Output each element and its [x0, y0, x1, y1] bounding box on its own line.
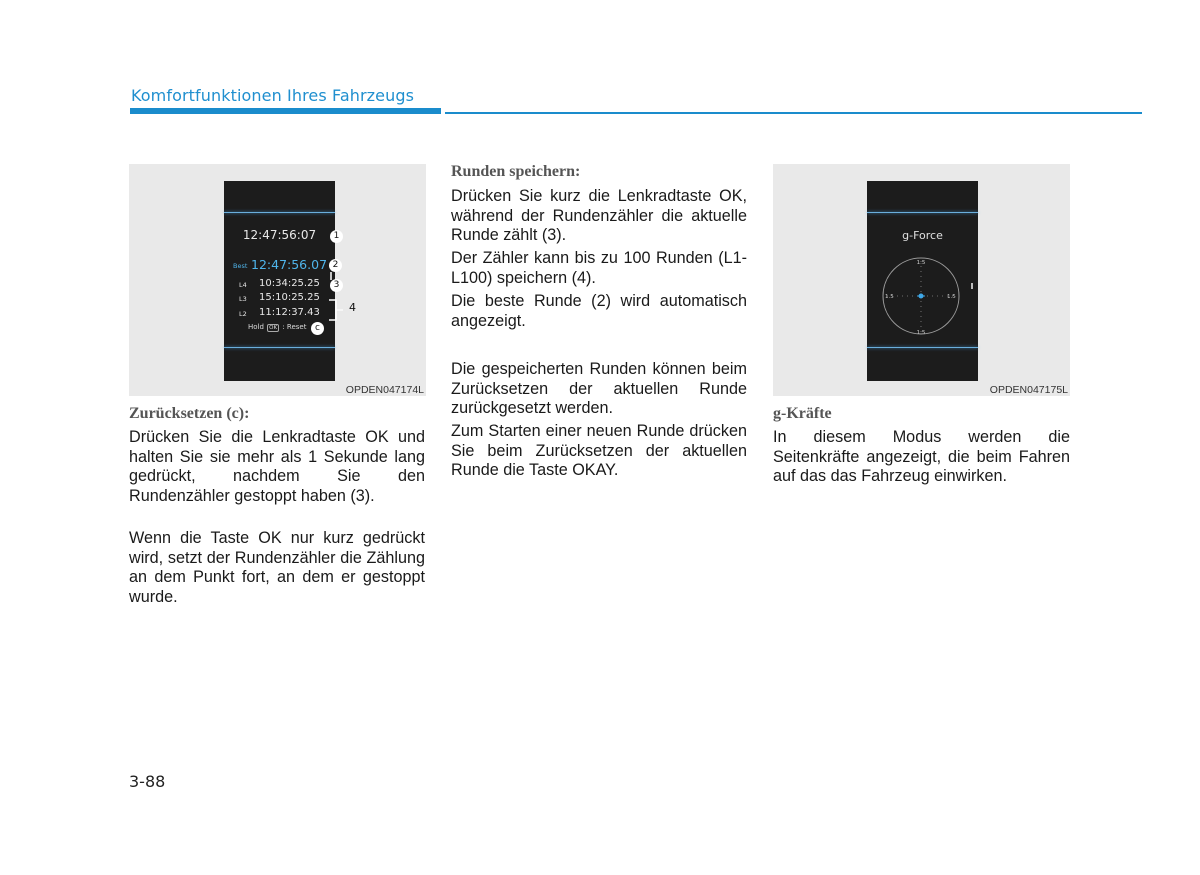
screen-glow-top	[224, 212, 335, 213]
heading-reset: Zurücksetzen (c):	[129, 405, 250, 422]
reset-text: : Reset	[282, 323, 307, 331]
scale-bottom: 1.5	[916, 330, 926, 336]
callout-2: 2	[329, 259, 342, 272]
callout-3: 3	[330, 279, 343, 292]
best-label: Best	[233, 262, 248, 270]
screen-glow-bottom	[867, 347, 978, 348]
paragraph: Der Zähler kann bis zu 100 Runden (L1-L100) speichern (4).	[451, 249, 747, 287]
gforce-screen	[867, 181, 978, 381]
hold-text: Hold	[248, 323, 264, 331]
hold-reset-hint	[248, 323, 306, 332]
figure-code: OPDEN047175L	[989, 384, 1068, 396]
callout-1: 1	[330, 230, 343, 243]
header-rule	[445, 112, 1142, 114]
current-lap-time: 12:47:56:07	[242, 228, 317, 242]
paragraph: Wenn die Taste OK nur kurz gedrückt wird, setzt der Rundenzähler die Zählung an dem Punkt fort, an dem er gestoppt wurde.	[129, 529, 425, 606]
paragraph: In diesem Modus werden die Seitenkräfte angezeigt, die beim Fahren auf das das Fahrzeug einwirken.	[773, 428, 1070, 485]
lap-label: L2	[239, 310, 247, 318]
screen-glow-bottom	[224, 347, 335, 348]
section-title: Komfortfunktionen Ihres Fahrzeugs	[131, 86, 415, 105]
page-number: 3-88	[129, 772, 166, 791]
scale-right: 1.5	[947, 294, 956, 300]
lap-timer-figure	[129, 164, 426, 396]
gforce-dial	[867, 243, 978, 347]
lap-label: L3	[239, 295, 247, 303]
paragraph: Drücken Sie die Lenkradtaste OK und halten Sie sie mehr als 1 Sekunde lang gedrückt, nachdem Sie den Rundenzähler gestoppt haben (3).	[129, 428, 425, 505]
lap-bracket-icon	[327, 272, 351, 322]
section-title-bar	[130, 108, 441, 114]
callout-4: 4	[349, 301, 356, 314]
heading-save-laps: Runden speichern:	[451, 163, 581, 180]
gforce-title: g-Force	[902, 229, 943, 242]
lap-time: 11:12:37.43	[259, 307, 320, 318]
scale-top: 1.5	[916, 260, 926, 266]
lap-timer-screen	[224, 181, 335, 381]
screen-glow-top	[867, 212, 978, 213]
ok-badge: OK	[269, 325, 278, 331]
lap-time: 15:10:25.25	[259, 292, 320, 303]
callout-c: c	[311, 322, 324, 335]
paragraph: Zum Starten einer neuen Runde drücken Sie beim Zurücksetzen der aktuellen Runde die Taste OKAY.	[451, 422, 747, 479]
best-lap-time: 12:47:56.07	[251, 257, 328, 272]
paragraph: Drücken Sie kurz die Lenkradtaste OK, während der Rundenzähler die aktuelle Runde zählt (3).	[451, 187, 747, 244]
heading-g-forces: g-Kräfte	[773, 405, 832, 422]
scale-left: 1.5	[885, 294, 894, 300]
lap-time: 10:34:25.25	[259, 278, 320, 289]
gforce-figure	[773, 164, 1070, 396]
paragraph: Die gespeicherten Runden können beim Zurücksetzen der aktuellen Runde zurückgesetzt werden.	[451, 360, 747, 417]
lap-label: L4	[239, 281, 247, 289]
figure-code: OPDEN047174L	[345, 384, 424, 396]
paragraph: Die beste Runde (2) wird automatisch angezeigt.	[451, 292, 747, 330]
